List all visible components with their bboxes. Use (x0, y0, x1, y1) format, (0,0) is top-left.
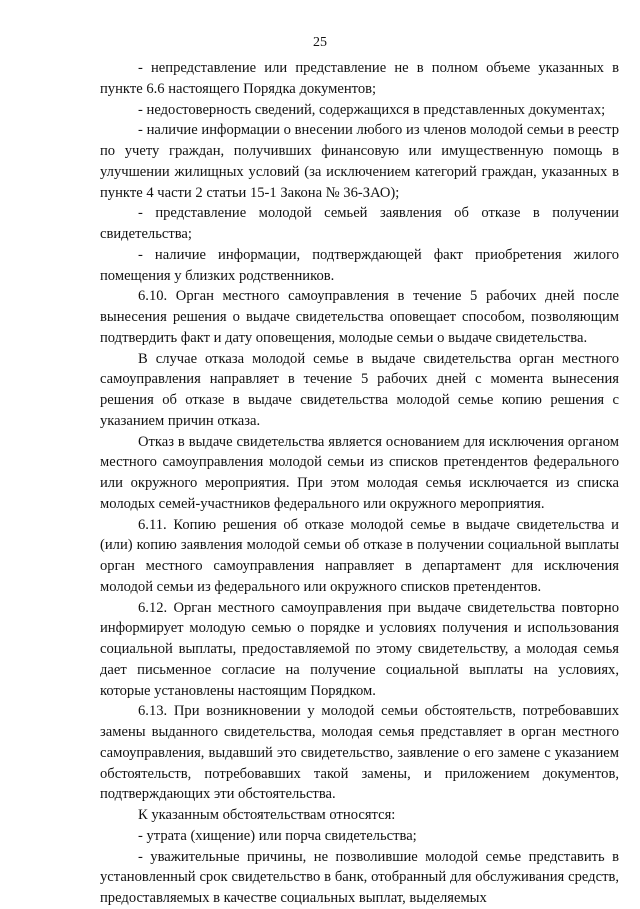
paragraph: В случае отказа молодой семье в выдаче свидетельства орган местного самоуправления направляет в течение 5 рабочих дней с момента вынесения решения об отказе в выдаче свидетельства молодой семье копию решения с указанием причин отказа. (100, 350, 619, 429)
paragraph: - недостоверность сведений, содержащихся в представленных документах; (138, 101, 606, 118)
paragraph: - наличие информации о внесении любого из членов молодой семьи в реестр по учету граждан, получивших финансовую или имущественную помощь в улучшении жилищных условий (за исключением категорий граждан, указанных в пункте 4 части 2 статьи 15-1 Закона № 36-ЗАО); (100, 122, 619, 201)
page-number: 25 (313, 35, 327, 50)
paragraph: Отказ в выдаче свидетельства является основанием для исключения органом местного самоуправления молодой семьи из списков претендентов федерального или окружного мероприятия. При этом молодая семья исключается из списка молодых семей-участников федерального или окружного мероприятия. (100, 433, 619, 512)
paragraph: - непредставление или представление не в полном объеме указанных в пункте 6.6 настоящего Порядка документов; (100, 60, 619, 97)
paragraph: 6.10. Орган местного самоуправления в течение 5 рабочих дней после вынесения решения о выдаче свидетельства оповещает способом, позволяющим подтвердить факт и дату оповещения, молодые семьи о выдаче свидетельства. (100, 288, 619, 346)
paragraph: К указанным обстоятельствам относятся: (138, 807, 396, 823)
paragraph: - представление молодой семьей заявления об отказе в получении свидетельства; (100, 205, 619, 242)
paragraph: - утрата (хищение) или порча свидетельства; (138, 827, 417, 844)
paragraph: - наличие информации, подтверждающей факт приобретения жилого помещения у близких родственников. (100, 246, 619, 284)
paragraph: - уважительные причины, не позволившие молодой семье представить в установленный срок свидетельство в банк, отобранный для обслуживания средств, предоставляемых в качестве социальных выплат, выделяемых (100, 848, 619, 906)
paragraph: 6.11. Копию решения об отказе молодой семье в выдаче свидетельства и (или) копию заявления молодой семьи об отказе в получении социальной выплаты орган местного самоуправления направляет в департамент для исключения молодой семьи из федерального или окружного списков претендентов. (100, 516, 619, 595)
paragraph: 6.13. При возникновении у молодой семьи обстоятельств, потребовавших замены выданного свидетельства, молодая семья представляет в орган местного самоуправления, выдавший это свидетельство, заявление о его замене с указанием обстоятельств, потребовавших такой замены, и приложением документов, подтверждающих эти обстоятельства. (100, 703, 619, 803)
paragraph: 6.12. Орган местного самоуправления при выдаче свидетельства повторно информирует молодую семью о порядке и условиях получения и использования социальной выплаты, предоставляемой по этому свидетельству, а молодая семья дает письменное согласие на получение социальной выплаты на условиях, которые установлены настоящим Порядком. (100, 599, 619, 699)
document-body (100, 58, 619, 909)
